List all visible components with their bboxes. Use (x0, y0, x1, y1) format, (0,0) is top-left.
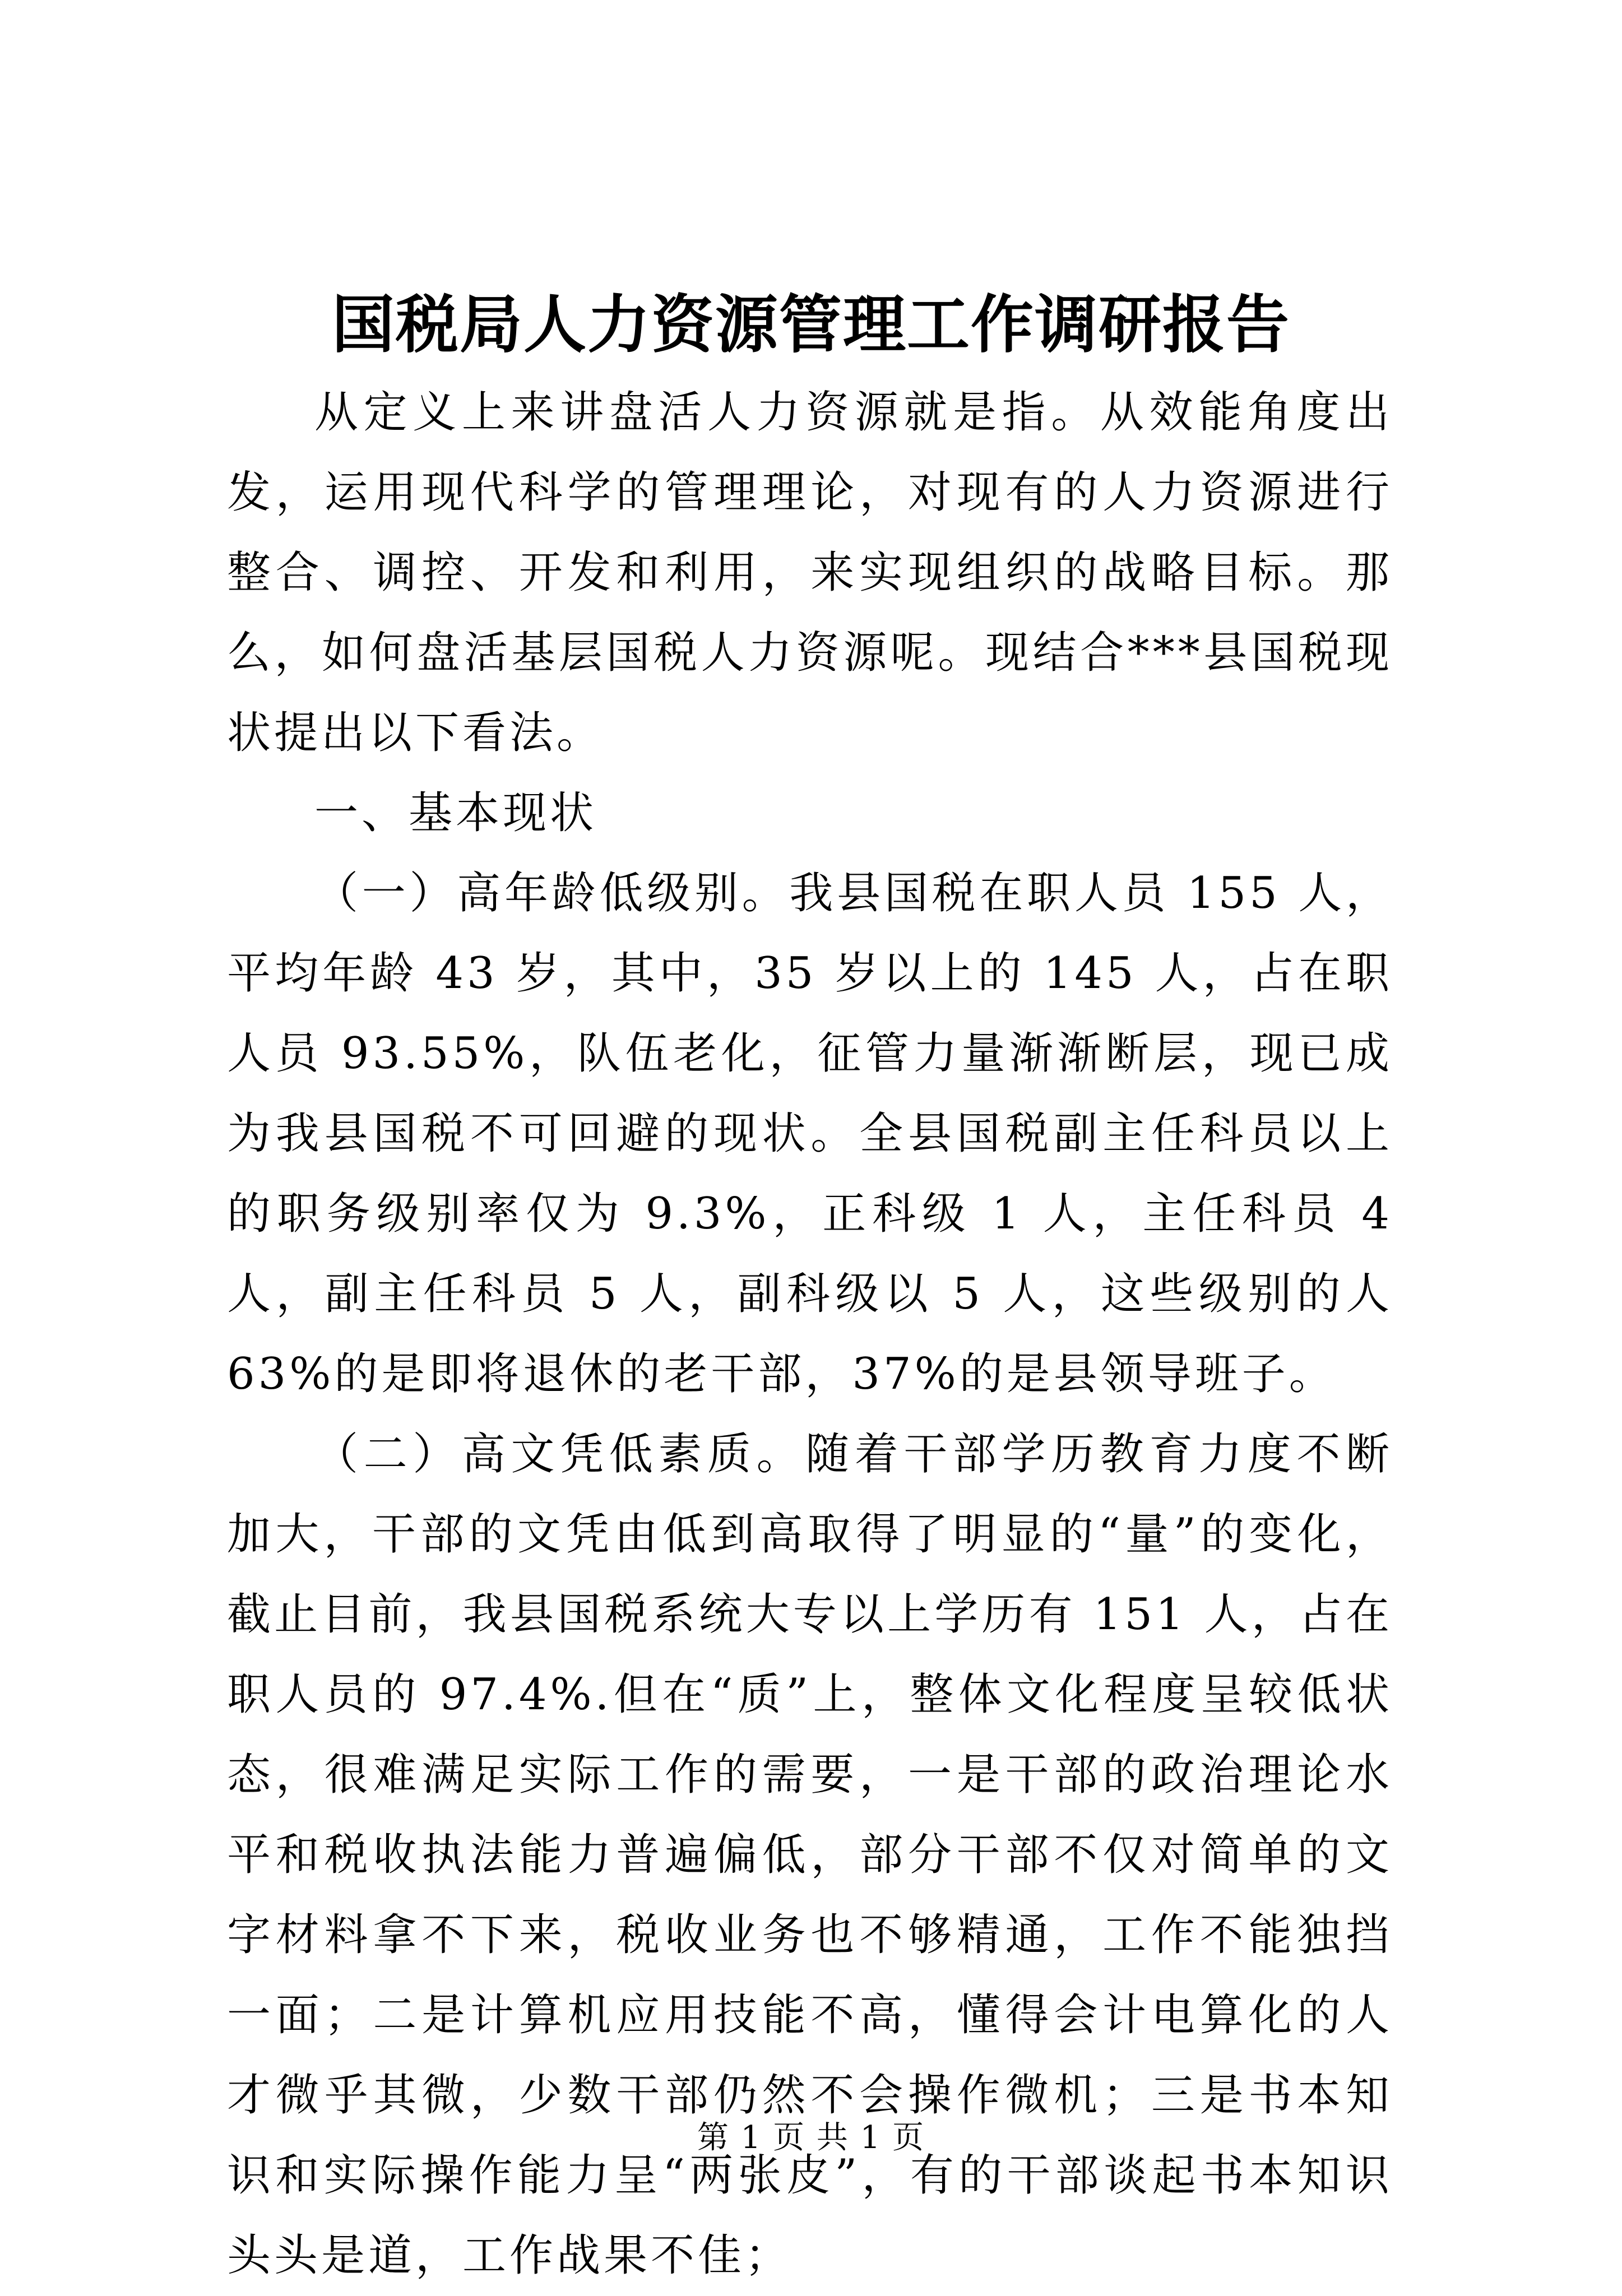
section-heading-basic-status: 一、基本现状 (314, 788, 597, 838)
paragraph-education-quality: （二）高文凭低素质。随着干部学历教育力度不断加大，干部的文凭由低到高取得了明显的“量”的变化，截止目前，我县国税系统大专以上学历有 151 人，占在职人员的 97.4%.但在“质”上，整体文化程度呈较低状态，很难满足实际工作的需要，一是干部的政治理论水平和税收执法能力普遍偏低，部分干部不仅对简单的文字材料拿不下来，税收业务也不够精通，工作不能独挡一面；二是计算机应用技能不高，懂得会计电算化的人才微乎其微，少数干部仍然不会操作微机；三是书本知识和实际操作能力呈“两张皮”，有的干部谈起书本知识头头是道，工作战果不佳； (227, 1429, 1393, 2281)
page-number-footer: 第 1 页 共 1 页 (697, 2119, 925, 2156)
intro-paragraph: 从定义上来讲盘活人力资源就是指。从效能角度出发，运用现代科学的管理理论，对现有的人力资源进行整合、调控、开发和利用，来实现组织的战略目标。那么，如何盘活基层国税人力资源呢。现结合***县国税现状提出以下看法。 (227, 387, 1393, 758)
paragraph-age-level: （一）高年龄低级别。我县国税在职人员 155 人，平均年龄 43 岁，其中，35 岁以上的 145 人，占在职人员 93.55%，队伍老化，征管力量渐渐断层，现已成为我县国税不可回避的现状。全县国税副主任科员以上的职务级别率仅为 9.3%，正科级 1 人，主任科员 4 人，副主任科员 5 人，副科级以 5 人，这些级别的人 63%的是即将退休的老干部，37%的是县领导班子。 (227, 868, 1393, 1399)
document-body (227, 373, 1393, 2296)
document-title: 国税局人力资源管理工作调研报告 (332, 288, 1290, 361)
